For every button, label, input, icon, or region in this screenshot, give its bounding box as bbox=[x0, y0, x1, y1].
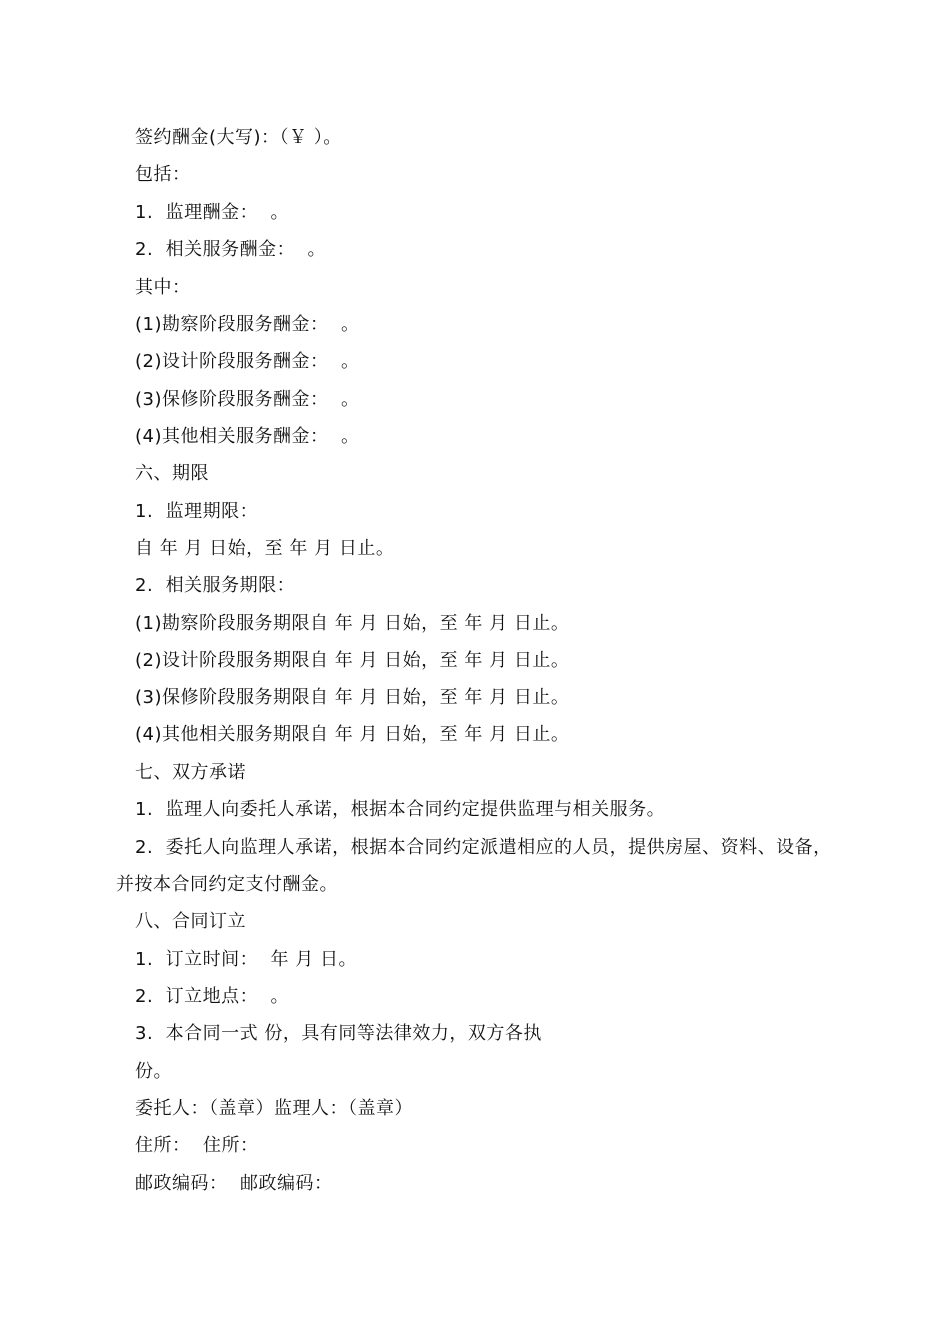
copies-line-continued: 份。 bbox=[135, 1061, 172, 1082]
contract-fee-line: 签约酬金(大写)：（￥ ）。 bbox=[135, 127, 342, 148]
design-fee-line: (2)设计阶段服务酬金： 。 bbox=[135, 351, 360, 372]
among-which-heading: 其中： bbox=[135, 277, 191, 298]
related-service-fee-line: 2. 相关服务酬金： 。 bbox=[135, 239, 327, 260]
other-fee-line: (4)其他相关服务酬金： 。 bbox=[135, 426, 360, 447]
copies-line: 3. 本合同一式 份，具有同等法律效力，双方各执 bbox=[135, 1023, 542, 1044]
survey-fee-line: (1)勘察阶段服务酬金： 。 bbox=[135, 314, 360, 335]
address-line: 住所： 住所： bbox=[135, 1135, 259, 1156]
postal-code-line: 邮政编码： 邮政编码： bbox=[135, 1173, 333, 1194]
related-service-term-line: 2. 相关服务期限： bbox=[135, 575, 296, 596]
survey-term-line: (1)勘察阶段服务期限自 年 月 日始，至 年 月 日止。 bbox=[135, 613, 570, 634]
supervisor-commitment-line: 1. 监理人向委托人承诺，根据本合同约定提供监理与相关服务。 bbox=[135, 799, 666, 820]
section-term-heading: 六、期限 bbox=[135, 463, 209, 484]
other-term-line: (4)其他相关服务期限自 年 月 日始，至 年 月 日止。 bbox=[135, 724, 570, 745]
supervision-fee-line: 1. 监理酬金： 。 bbox=[135, 202, 290, 223]
warranty-fee-line: (3)保修阶段服务酬金： 。 bbox=[135, 389, 360, 410]
section-commitment-heading: 七、双方承诺 bbox=[135, 762, 246, 783]
includes-heading: 包括： bbox=[135, 164, 191, 185]
conclusion-place-line: 2. 订立地点： 。 bbox=[135, 986, 290, 1007]
supervision-term-dates: 自 年 月 日始，至 年 月 日止。 bbox=[135, 538, 395, 559]
conclusion-time-line: 1. 订立时间： 年 月 日。 bbox=[135, 949, 358, 970]
section-conclusion-heading: 八、合同订立 bbox=[135, 911, 246, 932]
client-commitment-line: 2. 委托人向监理人承诺，根据本合同约定派遣相应的人员，提供房屋、资料、设备， bbox=[135, 837, 832, 858]
warranty-term-line: (3)保修阶段服务期限自 年 月 日始，至 年 月 日止。 bbox=[135, 687, 570, 708]
design-term-line: (2)设计阶段服务期限自 年 月 日始，至 年 月 日止。 bbox=[135, 650, 570, 671]
client-commitment-continued: 并按本合同约定支付酬金。 bbox=[116, 874, 338, 895]
supervision-term-line: 1. 监理期限： bbox=[135, 501, 259, 522]
signatory-line: 委托人：（盖章）监理人：（盖章） bbox=[135, 1098, 413, 1119]
